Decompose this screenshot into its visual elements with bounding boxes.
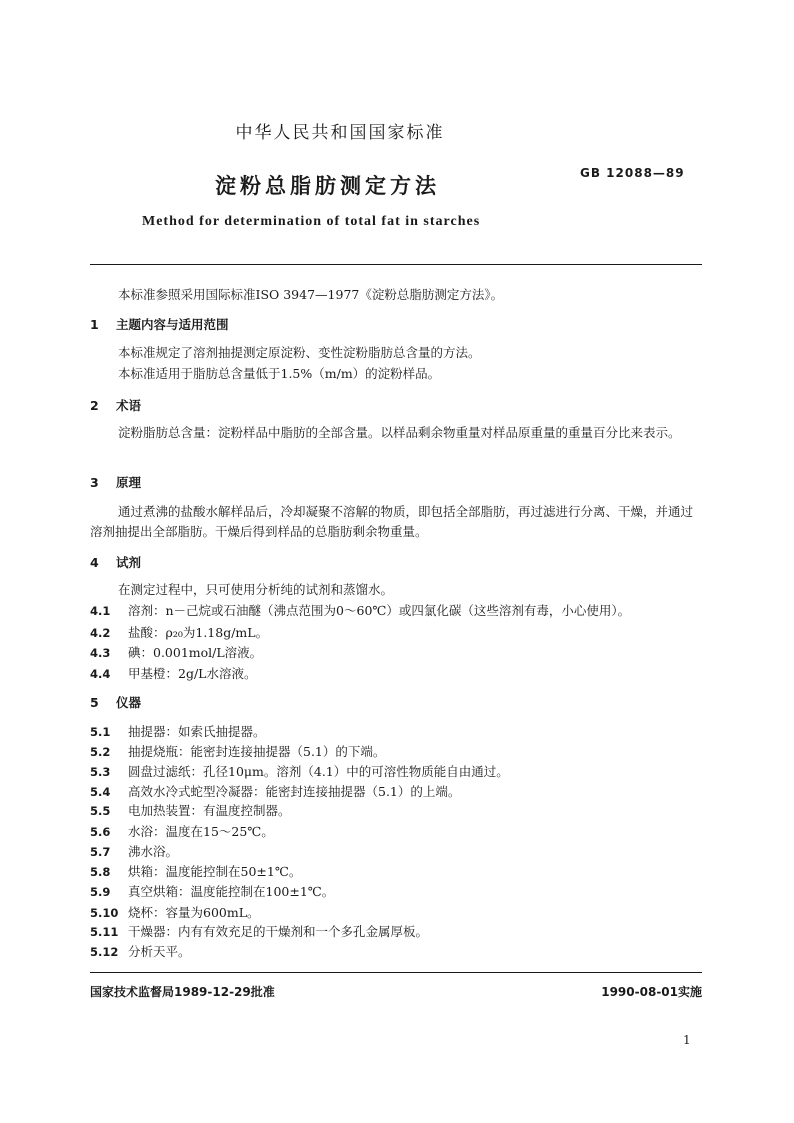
section-2-paragraph: 淀粉脂肪总含量：淀粉样品中脂肪的全部含量。以样品剩余物重量对样品原重量的重量百分比来表示。 [118,425,681,440]
item-number: 4.3 [90,646,111,660]
item-text: 真空烘箱：温度能控制在100±1℃。 [128,884,335,899]
list-item [90,822,274,840]
list-item [90,801,291,819]
section-2-text [90,423,702,443]
list-item [90,742,385,760]
section-title: 术语 [116,398,142,413]
section-number: 5 [90,695,99,710]
page-number: 1 [683,1033,691,1047]
item-number: 5.5 [90,804,111,818]
item-number: 5.1 [90,725,111,739]
item-number: 5.8 [90,865,111,879]
section-3-paragraph: 通过煮沸的盐酸水解样品后，冷却凝聚不溶解的物质，即包括全部脂肪，再过滤进行分离、干燥，并通过溶剂抽提出全部脂肪。干燥后得到样品的总脂肪剩余物重量。 [90,504,694,539]
list-item [90,862,301,880]
item-number: 4.4 [90,667,111,681]
item-number: 5.12 [90,945,119,959]
intro-text: 本标准参照采用国际标准ISO 3947—1977《淀粉总脂肪测定方法》。 [118,287,504,302]
section-title: 主题内容与适用范围 [116,317,229,332]
item-number: 4.2 [90,626,111,640]
english-title: Method for determination of total fat in starches [142,214,481,229]
section-2-heading [90,396,141,414]
item-number: 5.11 [90,925,119,939]
item-text: 甲基橙：2g/L水溶液。 [128,666,257,681]
list-item [90,903,260,921]
section-number: 2 [90,398,99,413]
item-number: 5.4 [90,785,111,799]
item-text: 盐酸：ρ₂₀为1.18g/mL。 [128,625,269,640]
document-title: 淀粉总脂肪测定方法 [215,174,440,198]
effective-date: 1990-08-01实施 [601,985,702,999]
item-text: 水浴：温度在15～25℃。 [128,824,274,839]
section-4-heading [90,553,141,571]
item-text: 碘：0.001mol/L溶液。 [128,645,263,660]
item-number: 5.6 [90,825,111,839]
section-title: 原理 [116,475,142,490]
item-text: 抽提器：如索氏抽提器。 [128,724,266,739]
section-title: 仪器 [116,695,142,710]
item-text: 溶剂：n－己烷或石油醚（沸点范围为0～60℃）或四氯化碳（这些溶剂有毒，小心使用）。 [128,603,631,618]
item-text: 抽提烧瓶：能密封连接抽提器（5.1）的下端。 [128,744,386,759]
section-1-heading [90,315,229,333]
list-item [90,601,630,619]
section-3-text [90,502,702,542]
footer-divider [90,972,702,973]
item-number: 5.9 [90,885,111,899]
section-number: 1 [90,317,99,332]
item-text: 沸水浴。 [128,844,179,859]
list-item [90,942,191,960]
item-number: 4.1 [90,604,111,618]
header-divider [90,264,702,265]
item-text: 分析天平。 [128,944,191,959]
section-5-heading [90,693,141,711]
section-title: 试剂 [116,555,142,570]
list-item [90,782,460,800]
approval-date: 国家技术监督局1989-12-29批准 [90,985,275,999]
list-item [90,882,334,900]
national-standard-heading: 中华人民共和国国家标准 [235,123,445,143]
section-number: 3 [90,475,99,490]
list-item [90,643,262,661]
section-3-heading [90,473,141,491]
item-text: 干燥器：内有有效充足的干燥剂和一个多孔金属厚板。 [128,924,429,939]
standard-code: GB 12088—89 [580,166,685,180]
list-item [90,922,428,940]
item-text: 圆盘过滤纸：孔径10μm。溶剂（4.1）中的可溶性物质能自由通过。 [128,764,509,779]
list-item [90,842,178,860]
section-1-line-1: 本标准规定了溶剂抽提测定原淀粉、变性淀粉脂肪总含量的方法。 [118,345,481,360]
item-text: 电加热装置：有温度控制器。 [128,803,291,818]
list-item [90,623,268,641]
item-number: 5.7 [90,845,111,859]
item-text: 高效水冷式蛇型冷凝器：能密封连接抽提器（5.1）的上端。 [128,784,461,799]
item-number: 5.10 [90,906,119,920]
list-item [90,664,256,682]
item-text: 烘箱：温度能控制在50±1℃。 [128,864,302,879]
list-item [90,762,509,780]
item-number: 5.2 [90,745,111,759]
section-number: 4 [90,555,99,570]
list-item [90,722,266,740]
item-text: 烧杯：容量为600mL。 [128,905,260,920]
section-4-lead: 在测定过程中，只可使用分析纯的试剂和蒸馏水。 [118,582,394,597]
item-number: 5.3 [90,765,111,779]
section-1-line-2: 本标准适用于脂肪总含量低于1.5%（m/m）的淀粉样品。 [118,366,441,381]
